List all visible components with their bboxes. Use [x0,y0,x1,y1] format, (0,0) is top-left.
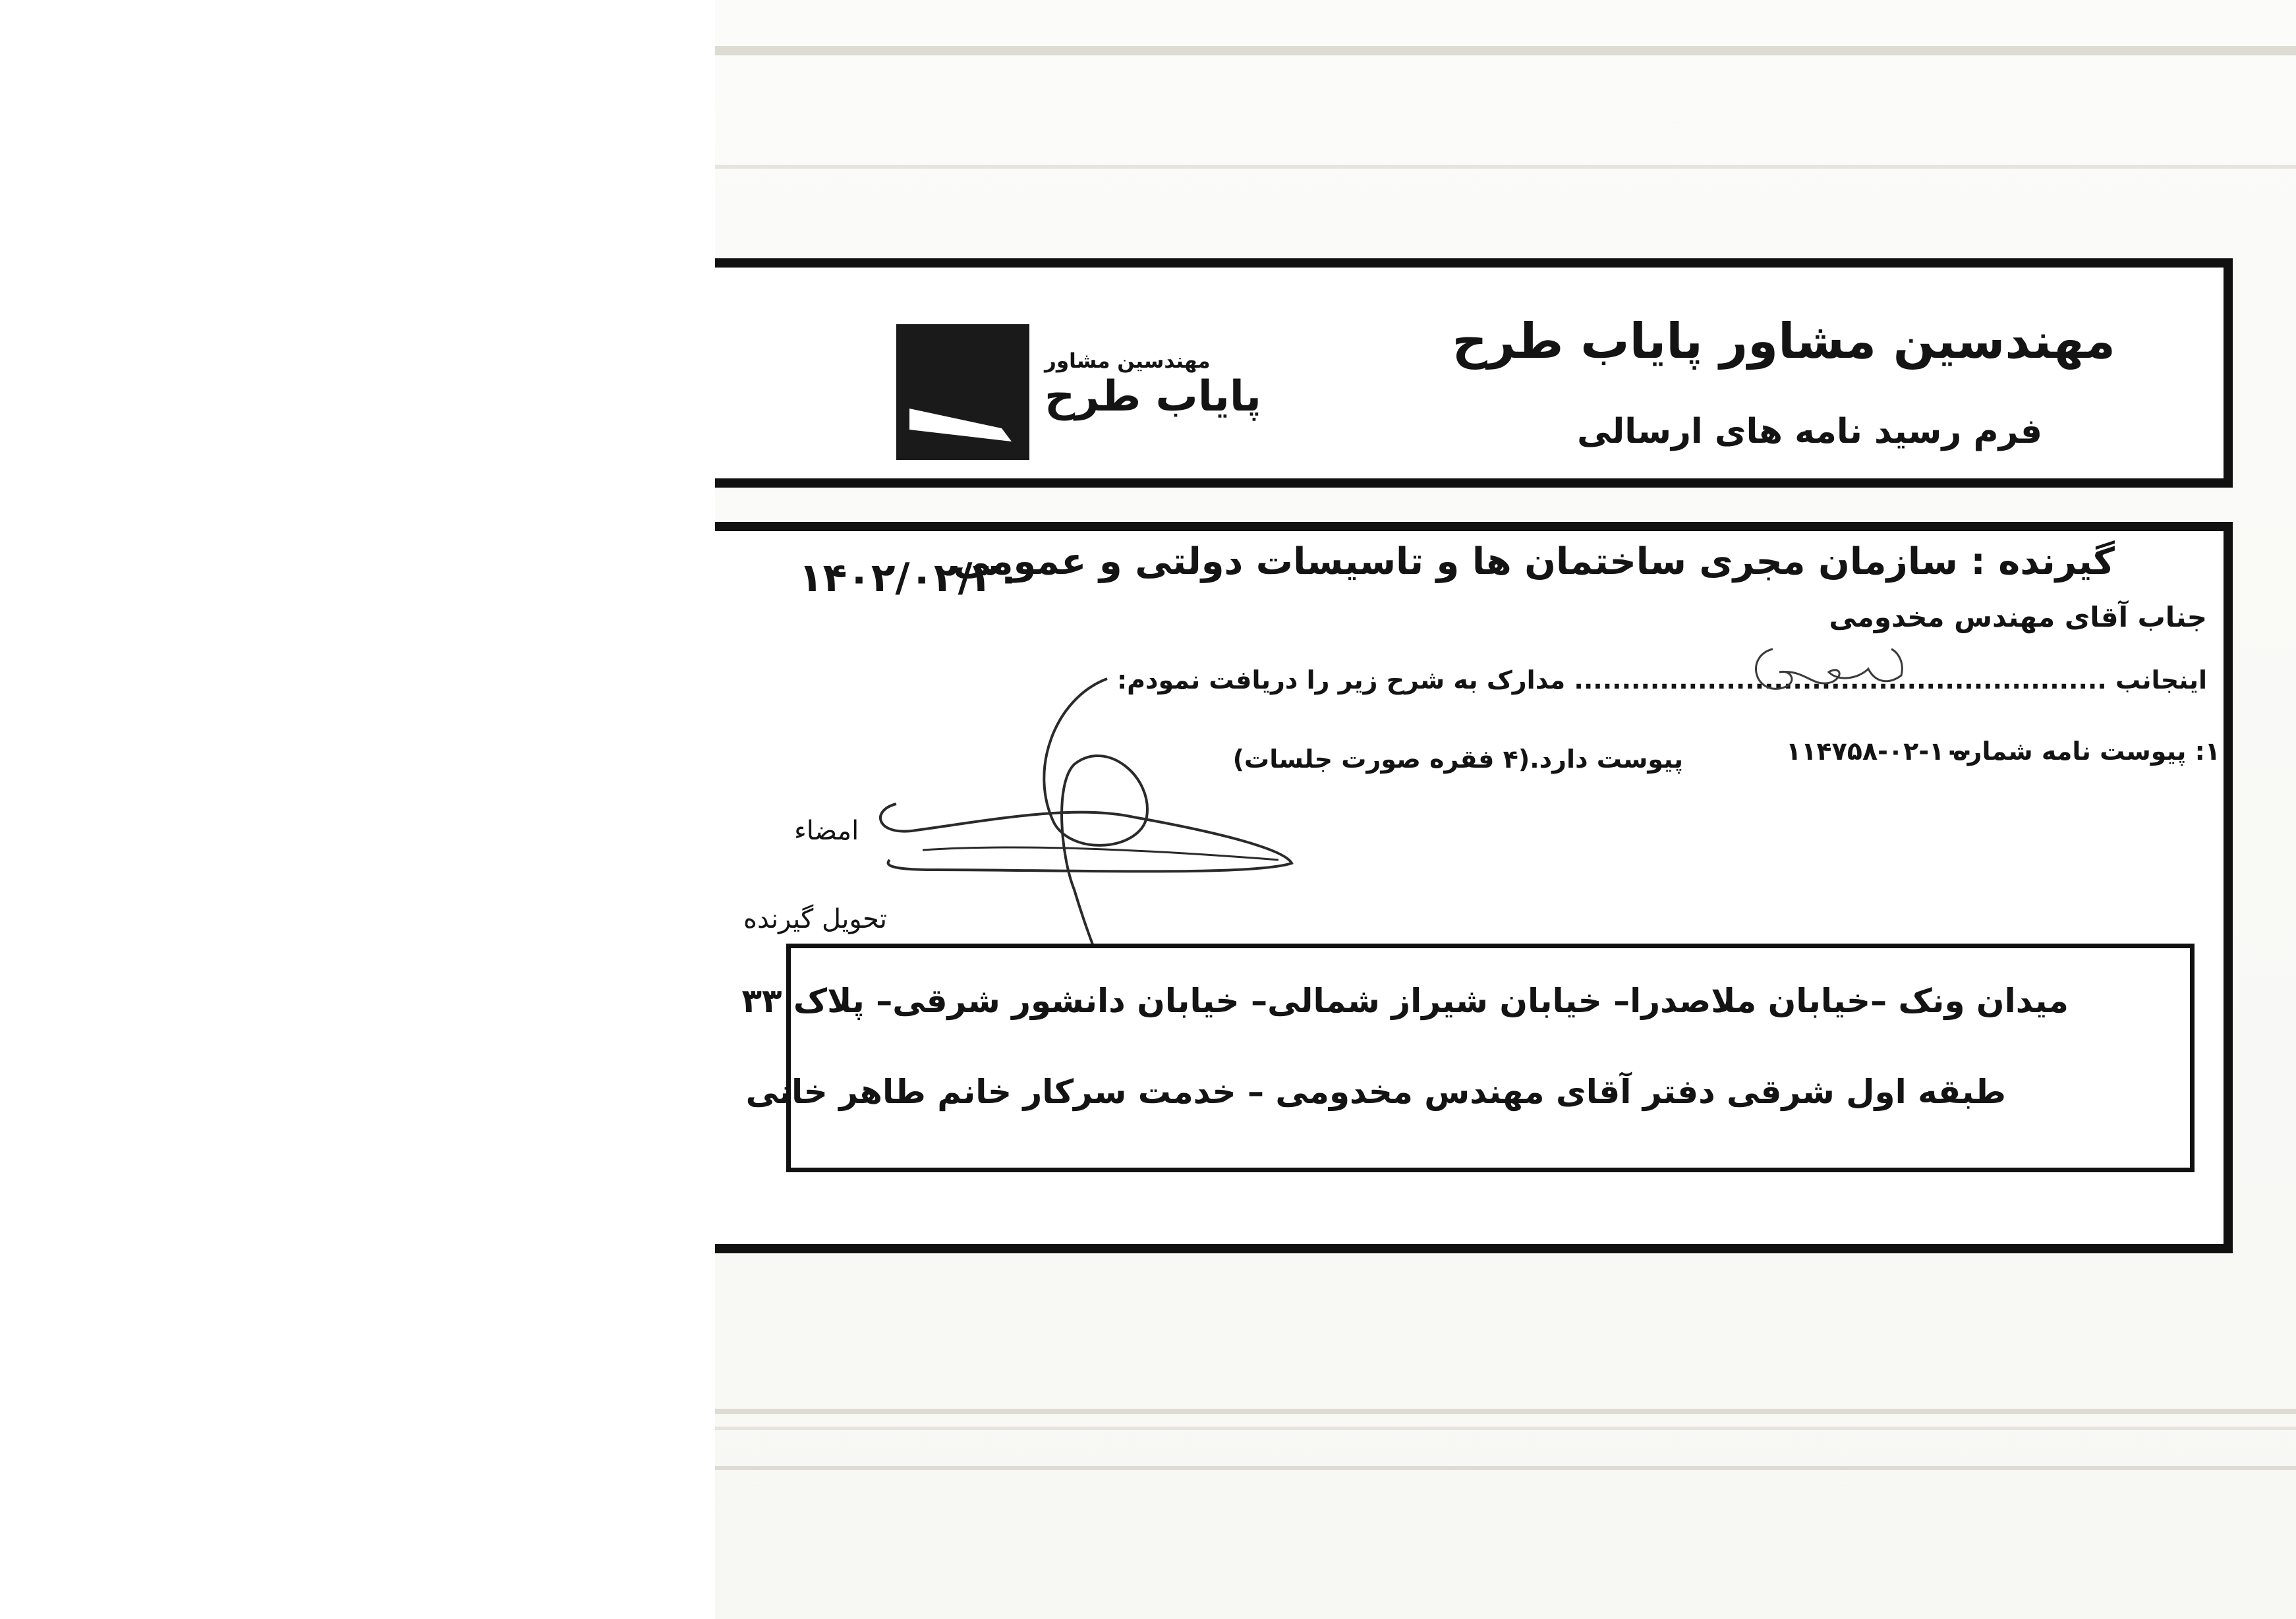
attachment-label: ۱: پیوست نامه شماره [1953,737,2220,766]
letter-date: ۱۴۰۲/۰۲/۳۰ [799,555,1021,601]
address-line-2: طبقه اول شرقی دفتر آقای مهندس مخدومی – خدمت سرکار خانم طاهر خانی [745,1073,2006,1111]
address-line-1: میدان ونک –خیابان ملاصدرا– خیابان شیراز شمالی– خیابان دانشور شرقی– پلاک ۳۳ [741,982,2069,1020]
attachment-note: پیوست دارد.(۴ فقره صورت جلسات) [1232,745,1683,774]
signature-label: امضاء [794,816,859,846]
address-box [786,944,2195,1172]
scan-edge-stripe [715,165,2296,169]
company-title: مهندسین مشاور پایاب طرح [1452,313,2115,370]
recipient-line: گیرنده : سازمان مجری ساختمان ها و تاسیسات دولتی و عمومی [953,540,2115,583]
logo-subtitle: مهندسین مشاور [1045,349,1211,373]
company-logo-mark [896,324,1029,460]
scan-edge-stripe [715,46,2296,55]
scan-edge-stripe [715,1409,2296,1414]
scan-edge-stripe [715,1466,2296,1470]
scan-edge-stripe [715,1427,2296,1430]
handwritten-initials [1740,642,1918,702]
form-title: فرم رسید نامه های ارسالی [1577,412,2042,451]
handwritten-signature [857,672,1331,988]
receipt-statement: اینجانب ........................................................ مدارک به شرح زیر را دریافت نمودم: [1116,666,2207,695]
delivery-receiver-label: تحویل گیرنده [743,904,888,934]
addressee-line: جناب آقای مهندس مخدومی [1829,601,2207,633]
logo-stripe-icon [896,324,1029,460]
logo-name: پایاب طرح [1045,372,1261,421]
attachment-number: ۱۱۴۷۵۸-۰۲-۱۰۰ [1786,737,1975,766]
